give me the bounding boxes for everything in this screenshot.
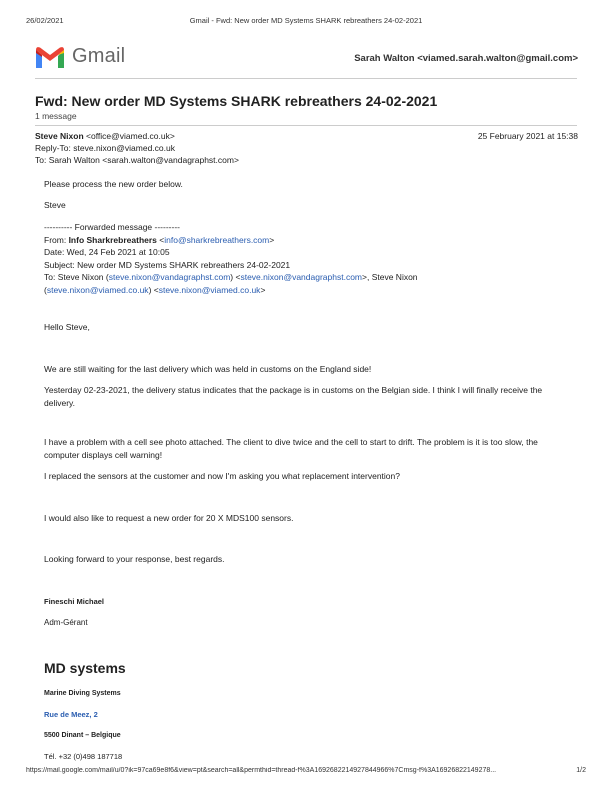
footer-url: https://mail.google.com/mail/u/0?ik=97ca69e8f6&view=pt&search=all&permthid=thread-f%3A1692682214927844966%7Cmsg-f%3A16926822149278... <box>26 767 497 774</box>
to-link-4[interactable]: steve.nixon@viamed.co.uk <box>158 284 261 295</box>
signature-street-link[interactable]: Rue de Meez, 2 <box>44 710 98 719</box>
signoff-text: Steve <box>44 200 66 210</box>
sender-line <box>35 131 175 141</box>
paragraph-4: I replaced the sensors at the customer and now I'm asking you what replacement intervention? <box>44 471 400 481</box>
print-title: Gmail - Fwd: New order MD Systems SHARK rebreathers 24-02-2021 <box>189 16 423 25</box>
to-link-3[interactable]: steve.nixon@viamed.co.uk <box>46 284 149 295</box>
to-link-2[interactable]: steve.nixon@vandagraphst.com <box>240 272 363 282</box>
forwarded-block <box>44 221 574 296</box>
greeting: Hello Steve, <box>44 322 90 332</box>
footer-page: 1/2 <box>576 767 586 774</box>
paragraph-5: I would also like to request a new order for 20 X MDS100 sensors. <box>44 513 294 523</box>
thread-subject: Fwd: New order MD Systems SHARK rebreathers 24-02-2021 <box>35 93 438 109</box>
signature-phone: Tél. +32 (0)498 187718 <box>44 752 123 761</box>
paragraph-2: Yesterday 02-23-2021, the delivery status indicates that the package is in customs on the Belgian side. I think I will finally receive the delivery. <box>44 385 543 408</box>
paragraph-6: Looking forward to your response, best regards. <box>44 554 225 564</box>
message-count: 1 message <box>35 111 77 121</box>
forward-to-cont: (steve.nixon@viamed.co.uk) <steve.nixon@viamed.co.uk> <box>44 284 266 295</box>
signature-name: Fineschi Michael <box>44 597 105 606</box>
recipient-line: To: Sarah Walton <sarah.walton@vandagraphst.com> <box>35 155 239 165</box>
forward-subject: Subject: New order MD Systems SHARK rebreathers 24-02-2021 <box>44 259 291 270</box>
to-link-1[interactable]: steve.nixon@vandagraphst.com <box>108 272 231 282</box>
header-divider <box>35 78 577 79</box>
intro-text: Please process the new order below. <box>44 179 183 189</box>
sender-email: <office@viamed.co.uk> <box>86 131 175 141</box>
subject-divider <box>35 125 577 126</box>
account-label: Sarah Walton <viamed.sarah.walton@gmail.com> <box>354 53 578 64</box>
signature-role: Adm-Gérant <box>44 618 88 627</box>
paragraph-1: We are still waiting for the last delivery which was held in customs on the England side! <box>44 364 372 374</box>
forward-from-email-link[interactable]: info@sharkrebreathers.com <box>164 234 270 245</box>
sender-name: Steve Nixon <box>35 131 84 141</box>
print-date: 26/02/2021 <box>26 16 64 25</box>
forward-divider: ---------- Forwarded message --------- <box>44 222 180 232</box>
signature-company: MD systems <box>44 660 126 676</box>
signature-company-full: Marine Diving Systems <box>44 690 121 697</box>
signature-city: 5500 Dinant – Belgique <box>44 732 121 739</box>
forward-date: Date: Wed, 24 Feb 2021 at 10:05 <box>44 247 170 257</box>
message-date: 25 February 2021 at 15:38 <box>477 131 578 141</box>
forward-from: From: Info Sharkrebreathers <info@sharkrebreathers.com> <box>44 234 275 245</box>
reply-to: Reply-To: steve.nixon@viamed.co.uk <box>35 143 175 153</box>
paragraph-3: I have a problem with a cell see photo attached. The client to dive twice and the cell to start to drift. The problem is it is too slow, the computer displays cell warning! <box>44 437 538 460</box>
gmail-wordmark: Gmail <box>72 45 126 67</box>
forward-to: To: Steve Nixon (steve.nixon@vandagraphst.com) <steve.nixon@vandagraphst.com>, Steve Nixon <box>44 272 418 282</box>
